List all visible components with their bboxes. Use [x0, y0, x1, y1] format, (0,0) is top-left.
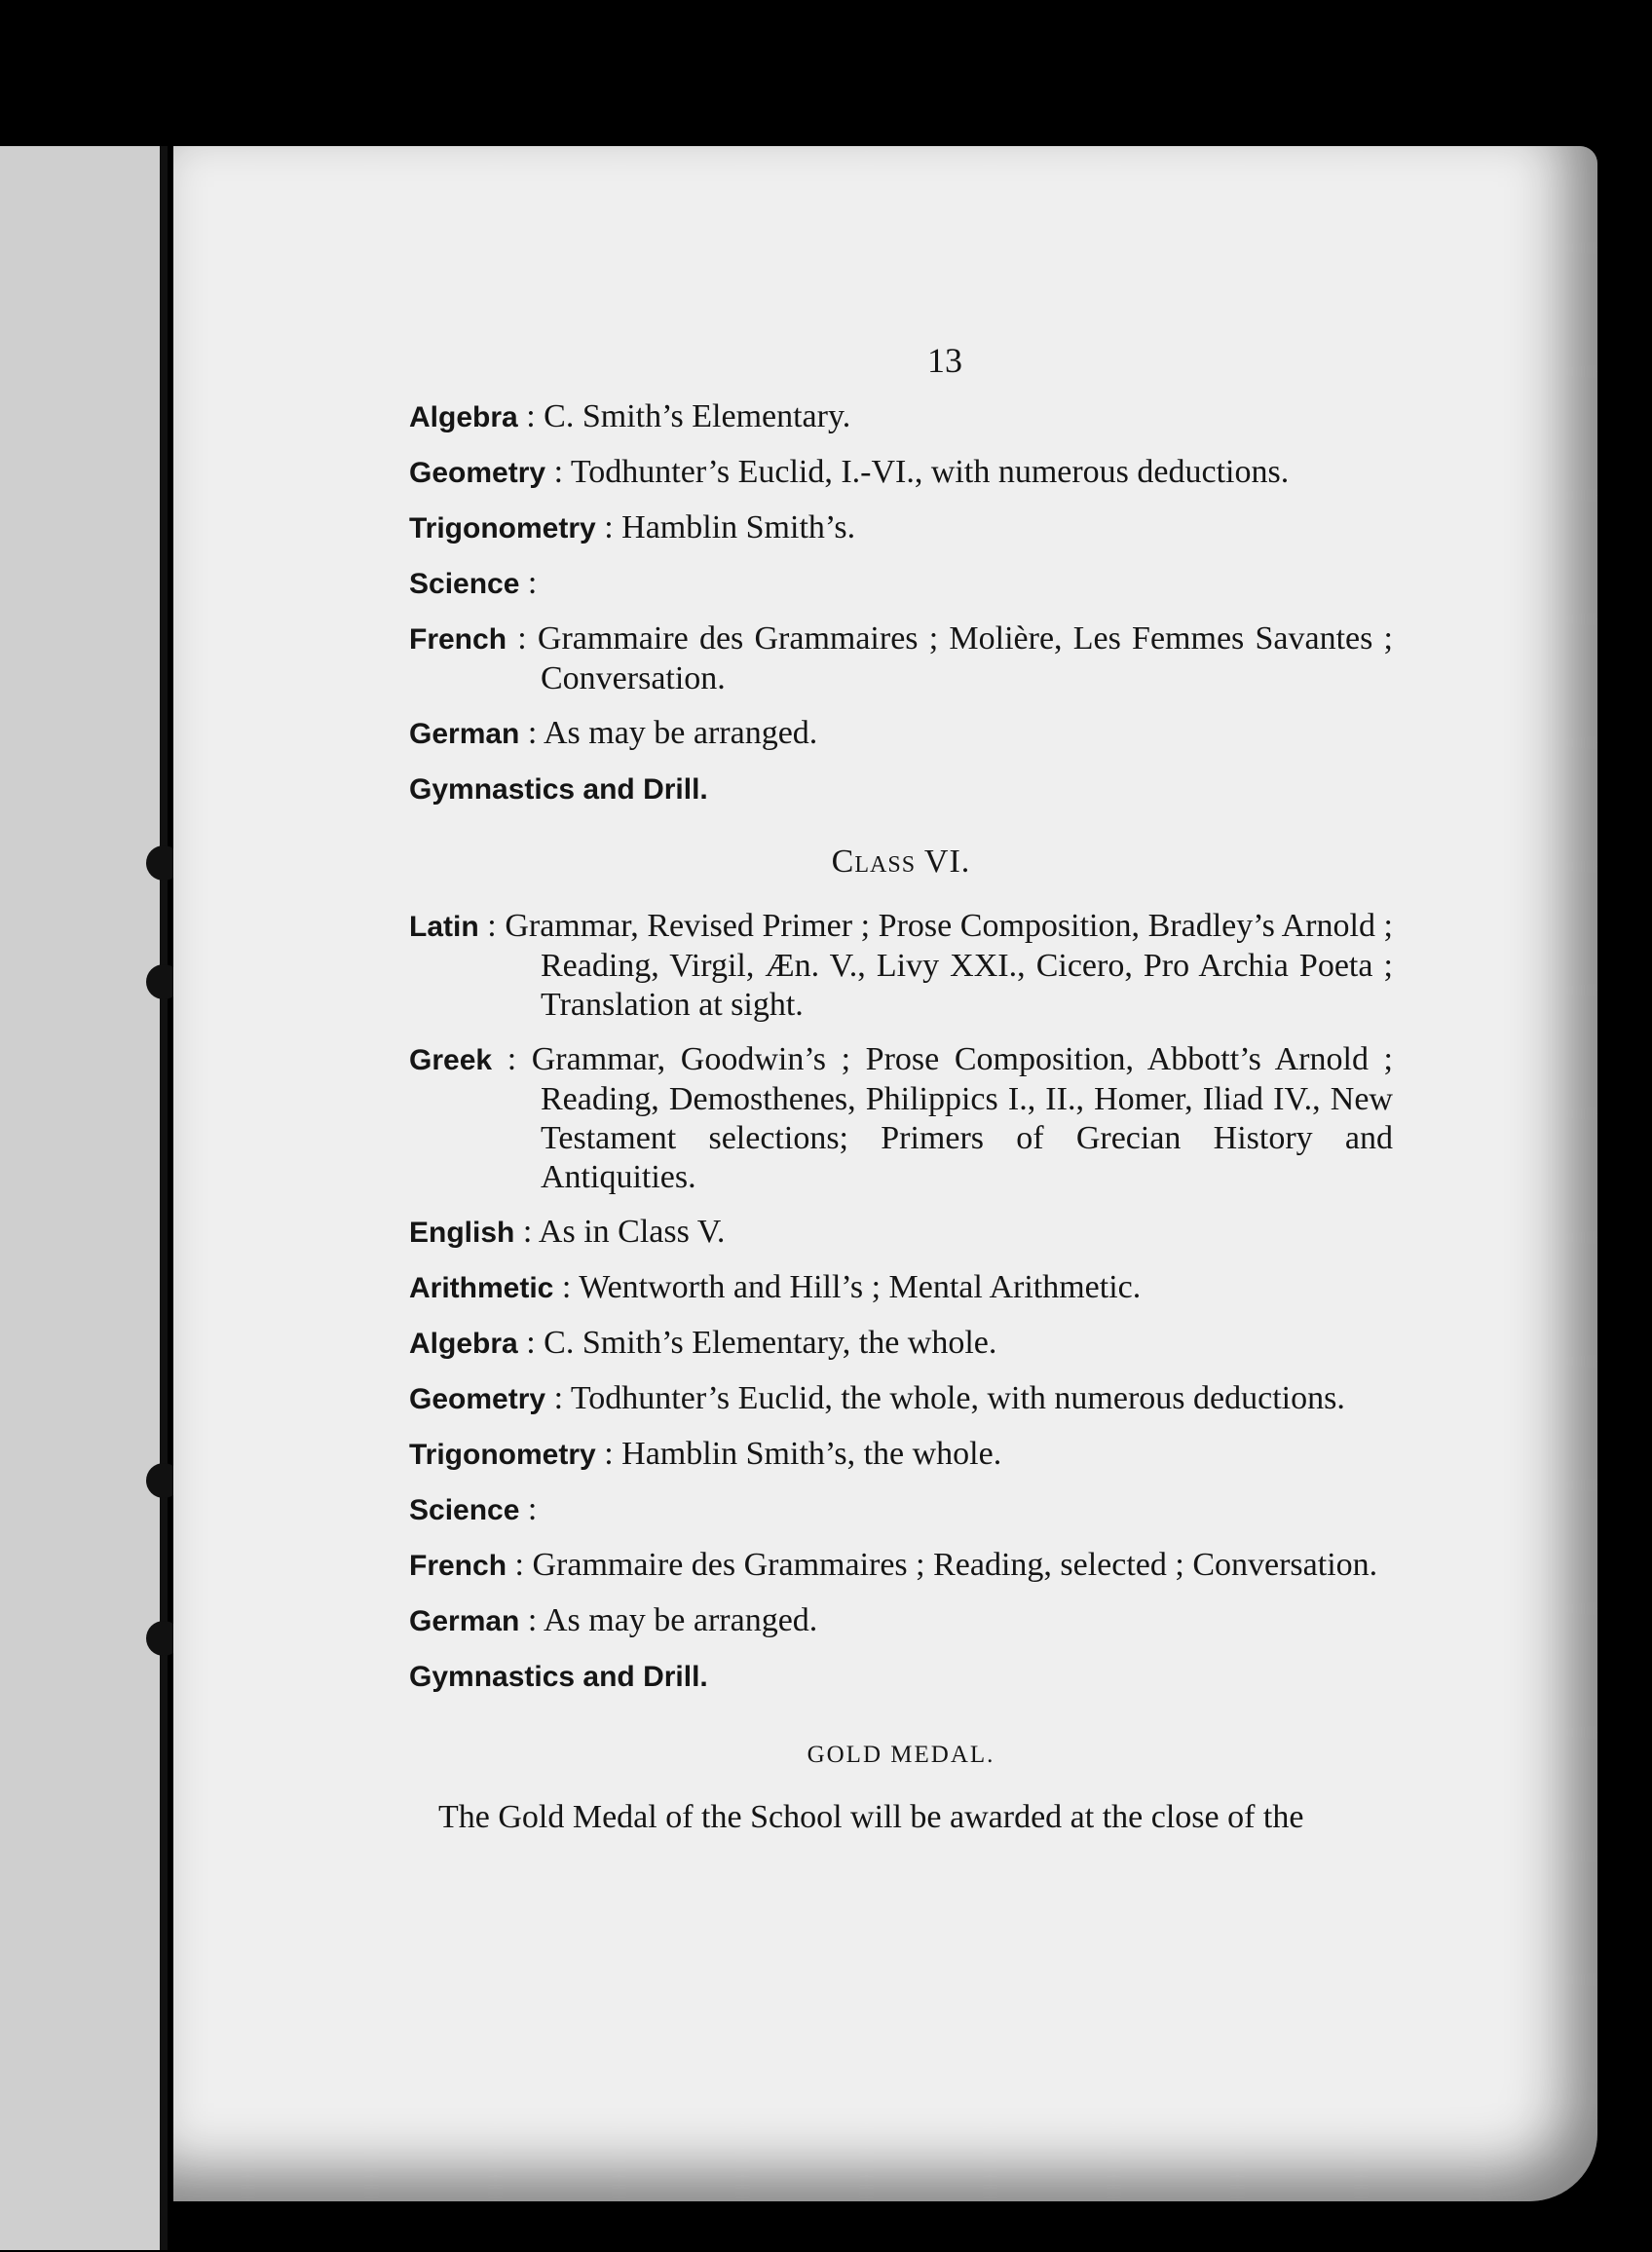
- subject-entry: [409, 1657, 1393, 1697]
- subject-label: Gymnastics and Drill.: [409, 1661, 708, 1693]
- subject-label: Algebra: [409, 1328, 518, 1360]
- subject-entry: [409, 769, 1393, 809]
- subject-label: French: [409, 1550, 507, 1582]
- label-separator: :: [545, 454, 571, 490]
- label-separator: :: [519, 565, 538, 601]
- label-separator: :: [492, 1041, 532, 1077]
- subject-text: C. Smith’s Elementary.: [544, 398, 851, 434]
- label-separator: :: [517, 398, 544, 434]
- subject-label: Geometry: [409, 457, 546, 489]
- subject-text: Todhunter’s Euclid, I.-VI., with numerous deductions.: [570, 454, 1290, 490]
- subject-text: Hamblin Smith’s, the whole.: [621, 1436, 1002, 1472]
- label-separator: :: [545, 1380, 571, 1416]
- subject-label: Arithmetic: [409, 1272, 554, 1304]
- label-separator: :: [507, 1547, 533, 1583]
- subject-text: C. Smith’s Elementary, the whole.: [544, 1325, 997, 1361]
- subject-label: Algebra: [409, 401, 518, 433]
- class-5-list: [409, 397, 1393, 809]
- subject-entry: [409, 1546, 1393, 1586]
- page-number: 13: [927, 341, 962, 380]
- label-separator: :: [507, 620, 538, 657]
- label-separator: :: [519, 1602, 544, 1638]
- subject-entry: [409, 714, 1393, 754]
- subject-entry: [409, 619, 1393, 698]
- subject-text: Grammaire des Grammaires ; Reading, selected ; Conversation.: [532, 1547, 1378, 1583]
- subject-label: Greek: [409, 1044, 493, 1076]
- facing-page-edge: [0, 146, 168, 2250]
- subject-text: As in Class V.: [538, 1214, 726, 1250]
- subject-label: Gymnastics and Drill.: [409, 773, 708, 806]
- subject-label: Trigonometry: [409, 1439, 596, 1471]
- subject-entry: [409, 1268, 1393, 1308]
- label-separator: :: [553, 1269, 580, 1305]
- gold-medal-heading: GOLD MEDAL.: [807, 1742, 995, 1768]
- subject-text: Todhunter’s Euclid, the whole, with numerous deductions.: [570, 1380, 1345, 1416]
- subject-label: English: [409, 1217, 515, 1249]
- binding-line: [160, 146, 168, 2250]
- subject-label: German: [409, 1605, 520, 1637]
- class-6-list: [409, 907, 1393, 1697]
- subject-text: As may be arranged.: [543, 1602, 818, 1638]
- subject-text: Grammar, Goodwin’s ; Prose Composition, Abbott’s Arnold ; Reading, Demosthenes, Philippics I., II., Homer, Iliad IV., New Testament selections; Primers of Grecian History and Antiquities.: [531, 1041, 1393, 1195]
- label-separator: :: [519, 1491, 538, 1527]
- subject-text: Grammaire des Grammaires ; Molière, Les Femmes Savantes ; Conversation.: [537, 620, 1394, 696]
- label-separator: :: [595, 1436, 622, 1472]
- subject-entry: [409, 564, 1393, 604]
- subject-entry: [409, 1213, 1393, 1253]
- subject-entry: [409, 1324, 1393, 1364]
- subject-entry: [409, 1601, 1393, 1641]
- subject-label: Latin: [409, 911, 479, 943]
- label-separator: :: [519, 715, 544, 751]
- subject-entry: [409, 1379, 1393, 1419]
- subject-text: Wentworth and Hill’s ; Mental Arithmetic.: [579, 1269, 1142, 1305]
- subject-entry: [409, 508, 1393, 548]
- class-6-heading: Class VI.: [831, 844, 971, 880]
- subject-label: Science: [409, 1494, 520, 1526]
- subject-text: Grammar, Revised Primer ; Prose Composition, Bradley’s Arnold ; Reading, Virgil, Æn. V., Livy XXI., Cicero, Pro Archia Poeta ; Translation at sight.: [505, 908, 1393, 1023]
- subject-label: French: [409, 623, 507, 656]
- label-separator: :: [478, 908, 506, 944]
- page-content: [409, 341, 1393, 1837]
- label-separator: :: [514, 1214, 539, 1250]
- subject-entry: [409, 453, 1393, 493]
- subject-entry: [409, 397, 1393, 437]
- subject-text: Hamblin Smith’s.: [621, 509, 856, 545]
- subject-entry: [409, 907, 1393, 1025]
- subject-label: German: [409, 718, 520, 750]
- subject-label: Geometry: [409, 1383, 546, 1415]
- subject-entry: [409, 1435, 1393, 1475]
- subject-entry: [409, 1490, 1393, 1530]
- subject-label: Science: [409, 568, 520, 600]
- gold-medal-paragraph: The Gold Medal of the School will be awarded at the close of the: [438, 1799, 1304, 1835]
- subject-entry: [409, 1040, 1393, 1197]
- subject-text: As may be arranged.: [543, 715, 818, 751]
- subject-label: Trigonometry: [409, 512, 596, 544]
- label-separator: :: [517, 1325, 544, 1361]
- label-separator: :: [595, 509, 622, 545]
